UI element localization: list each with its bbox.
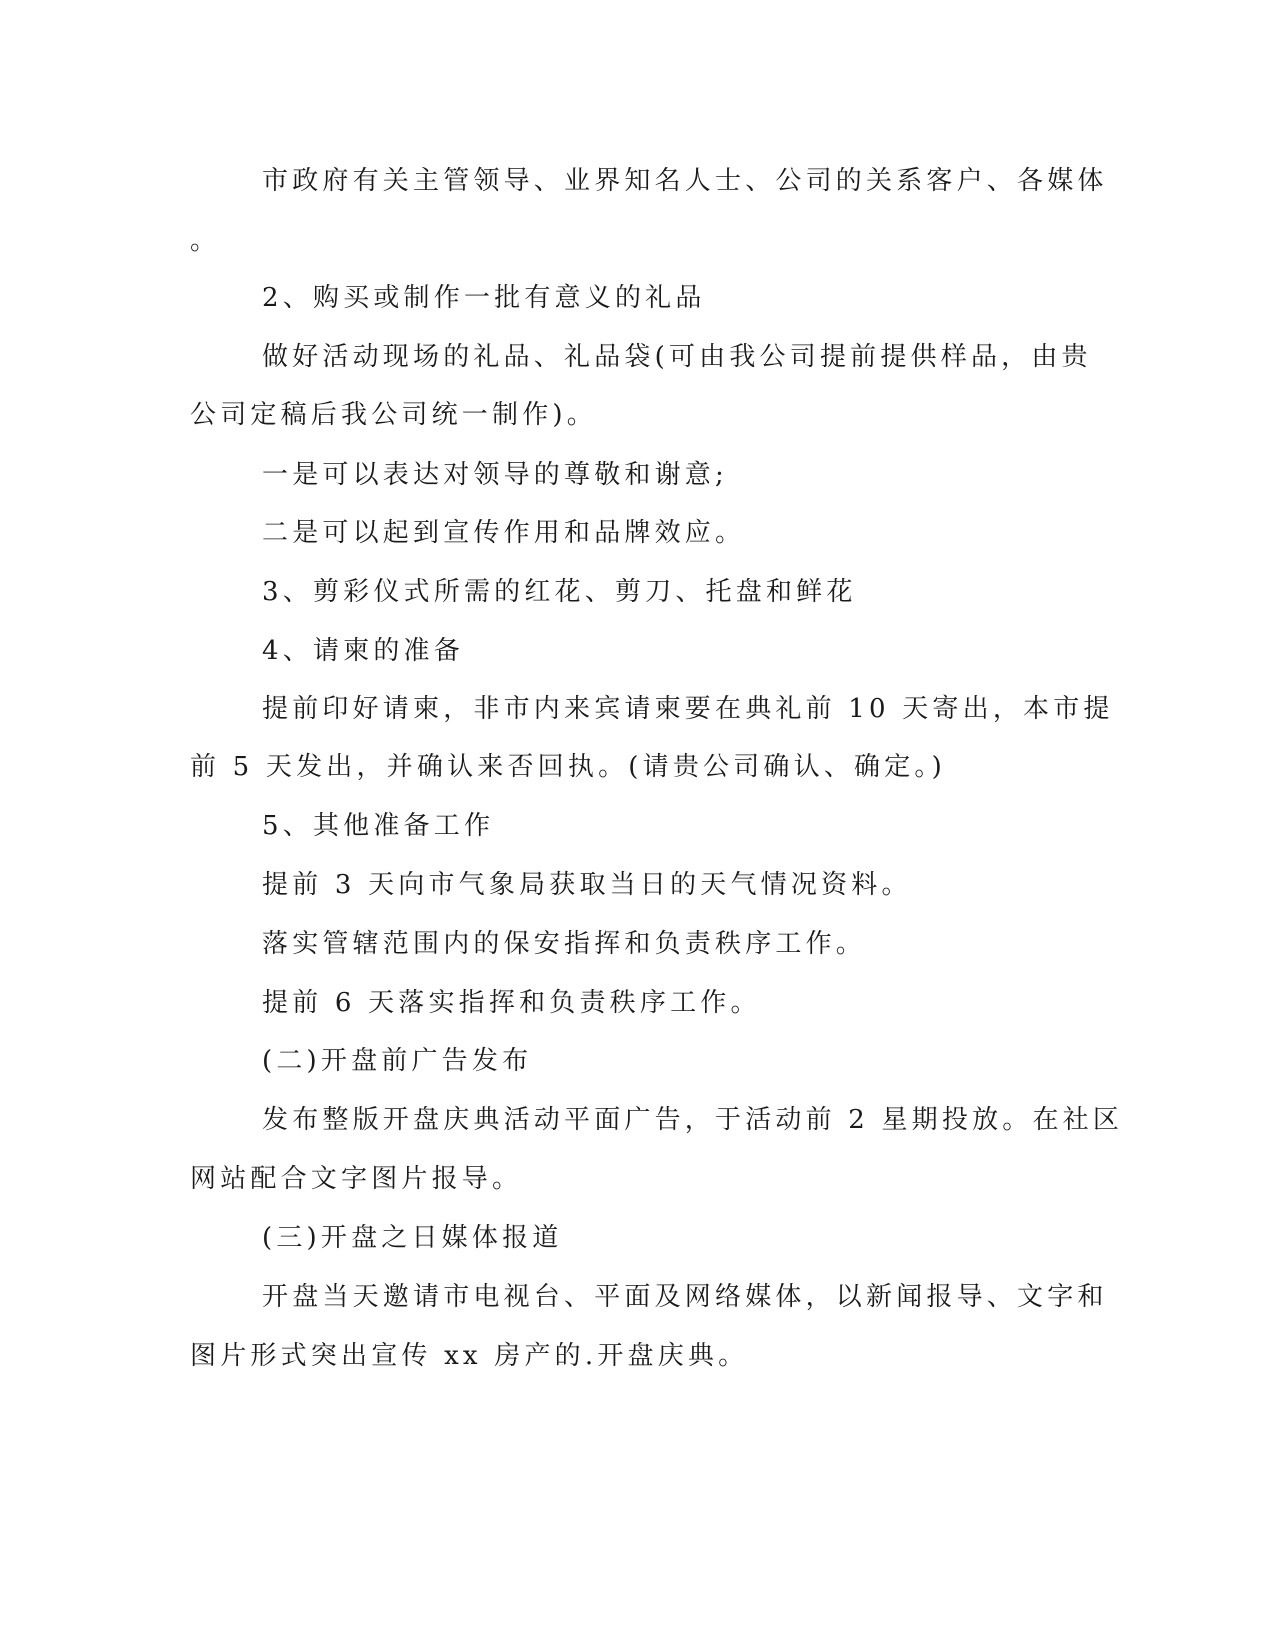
paragraph-line: 提前 3 天向市气象局获取当日的天气情况资料。 [262, 870, 912, 900]
paragraph-line: 做好活动现场的礼品、礼品袋(可由我公司提前提供样品，由贵 [262, 342, 1092, 372]
paragraph-line: 一是可以表达对领导的尊敬和谢意; [262, 460, 728, 490]
paragraph-line: 公司定稿后我公司统一制作)。 [190, 400, 597, 430]
section-heading: (三)开盘之日媒体报道 [262, 1223, 563, 1253]
paragraph-line: 。 [190, 226, 221, 256]
paragraph-line: 市政府有关主管领导、业界知名人士、公司的关系客户、各媒体 [262, 166, 1108, 196]
paragraph-line: 发布整版开盘庆典活动平面广告，于活动前 2 星期投放。在社区 [262, 1105, 1124, 1135]
paragraph-line: 提前印好请柬，非市内来宾请柬要在典礼前 10 天寄出，本市提 [262, 694, 1114, 724]
paragraph-line: 落实管辖范围内的保安指挥和负责秩序工作。 [262, 929, 867, 959]
section-heading: 3、剪彩仪式所需的红花、剪刀、托盘和鲜花 [262, 577, 857, 607]
paragraph-line: 开盘当天邀请市电视台、平面及网络媒体，以新闻报导、文字和 [262, 1282, 1108, 1312]
section-heading: 5、其他准备工作 [262, 811, 495, 841]
section-heading: 2、购买或制作一批有意义的礼品 [262, 283, 706, 313]
paragraph-line: 二是可以起到宣传作用和品牌效应。 [262, 518, 746, 548]
paragraph-line: 提前 6 天落实指挥和负责秩序工作。 [262, 988, 761, 1018]
paragraph-line: 前 5 天发出，并确认来否回执。(请贵公司确认、确定。) [190, 752, 946, 782]
paragraph-line: 图片形式突出宣传 xx 房产的.开盘庆典。 [190, 1341, 749, 1371]
paragraph-line: 网站配合文字图片报导。 [190, 1164, 523, 1194]
section-heading: (二)开盘前广告发布 [262, 1046, 533, 1076]
section-heading: 4、请柬的准备 [262, 636, 464, 666]
